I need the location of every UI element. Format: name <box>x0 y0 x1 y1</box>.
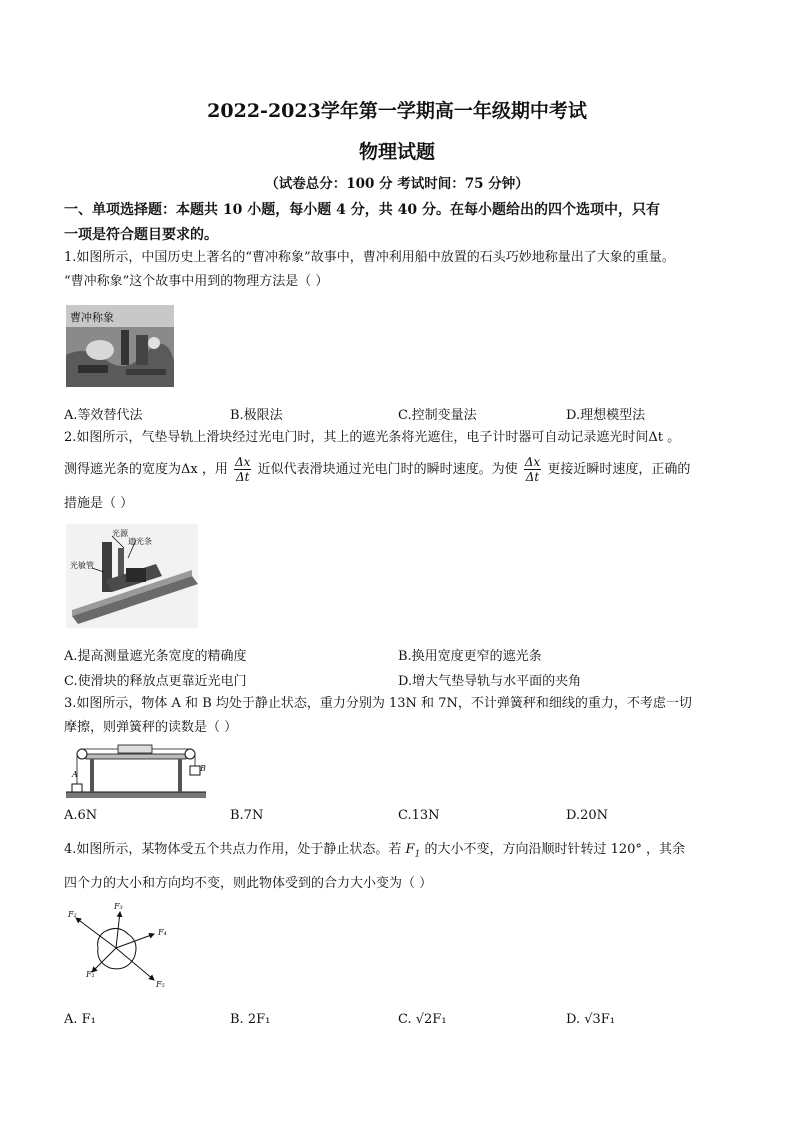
subject-title: 物理试题 <box>358 141 435 163</box>
q3-illustration <box>66 742 206 800</box>
q3-option-c[interactable]: C.13N <box>398 808 440 823</box>
q2-option-d[interactable]: D.增大气垫导轨与水平面的夹角 <box>398 674 582 689</box>
q2-option-b[interactable]: B.换用宽度更窄的遮光条 <box>398 649 542 664</box>
q4-force-symbol <box>405 842 421 860</box>
q4-option-b[interactable]: B. 2F₁ <box>230 1012 271 1027</box>
q1-option-a[interactable]: A.等效替代法 <box>64 408 143 423</box>
exam-title: 2022-2023学年第一学期高一年级期中考试 <box>207 100 587 122</box>
q2-stem-line3: 措施是（ ） <box>64 496 134 511</box>
fraction-denominator: Δt <box>235 470 250 484</box>
q2-illustration <box>66 524 198 628</box>
q2-fraction-2 <box>524 455 541 484</box>
q3-label-b: B <box>200 764 206 773</box>
q3-label-a: A <box>72 770 78 779</box>
q1-option-c[interactable]: C.控制变量法 <box>398 408 477 423</box>
exam-info: （试卷总分：100 分 考试时间：75 分钟） <box>265 176 529 192</box>
q1-option-b[interactable]: B.极限法 <box>230 408 283 423</box>
q2-label-photosensor: 光敏管 <box>70 561 94 570</box>
q3-stem-line1: 3.如图所示，物体 A 和 B 均处于静止状态，重力分别为 13N 和 7N，不计弹簧秤和细线的重力，不考虑一切 <box>64 696 692 711</box>
q2-stem-line2-part2: 近似代表滑块通过光电门时的瞬时速度。为使 <box>257 462 518 477</box>
fraction-denominator: Δt <box>525 470 540 484</box>
q2-option-a[interactable]: A.提高测量遮光条宽度的精确度 <box>64 649 247 664</box>
q2-stem-line2-part1: 测得遮光条的宽度为Δx ，用 <box>64 462 228 477</box>
q3-option-d[interactable]: D.20N <box>566 808 609 823</box>
q2-option-c[interactable]: C.使滑块的释放点更靠近光电门 <box>64 674 247 689</box>
q1-stem-line1: 1.如图所示，中国历史上著名的“曹冲称象”故事中，曹冲利用船中放置的石头巧妙地称量出了大象的重量。 <box>64 250 675 265</box>
q4-label-f5: F₅ <box>156 980 165 989</box>
q4-option-a[interactable]: A. F₁ <box>64 1012 96 1027</box>
q1-image-caption: 曹冲称象 <box>70 311 114 324</box>
q4-force-diagram <box>66 902 170 994</box>
section-heading-line2: 一项是符合题目要求的。 <box>64 227 218 243</box>
q4-option-c[interactable]: C. √2F₁ <box>398 1012 447 1027</box>
q1-option-d[interactable]: D.理想模型法 <box>566 408 646 423</box>
q4-stem-line1 <box>64 840 685 865</box>
q4-label-f4: F₄ <box>158 928 167 937</box>
q4-stem-line1-part1: 4.如图所示，某物体受五个共点力作用，处于静止状态。若 <box>64 842 402 857</box>
q2-stem-line2-part3: 更接近瞬时速度，正确的 <box>547 462 691 477</box>
force-subscript: 1 <box>414 849 421 860</box>
section-heading-line1: 一、单项选择题：本题共 10 小题，每小题 4 分，共 40 分。在每小题给出的四个选项中，只有 <box>64 202 660 218</box>
q4-label-f2: F₂ <box>68 910 77 919</box>
q2-stem-line1: 2.如图所示，气垫导轨上滑块经过光电门时，其上的遮光条将光遮住，电子计时器可自动记录遮光时间Δt 。 <box>64 430 681 445</box>
q3-stem-line2: 摩擦，则弹簧秤的读数是（ ） <box>64 720 238 735</box>
q1-stem-line2: “曹冲称象”这个故事中用到的物理方法是（ ） <box>64 274 329 289</box>
q2-label-light-source: 光源 <box>112 529 128 538</box>
q1-illustration <box>66 305 174 387</box>
q4-label-f3: F₃ <box>114 902 123 911</box>
q4-label-f1: F₁ <box>86 970 95 979</box>
q4-option-d[interactable]: D. √3F₁ <box>566 1012 616 1027</box>
q4-stem-line1-part2: 的大小不变，方向沿顺时针转过 120° ，其余 <box>424 842 686 857</box>
q3-option-b[interactable]: B.7N <box>230 808 264 823</box>
q3-option-a[interactable]: A.6N <box>64 808 98 823</box>
fraction-numerator: Δx <box>524 455 541 469</box>
q2-fraction-1 <box>234 455 251 484</box>
q2-label-shutter: 遮光条 <box>128 537 152 546</box>
q4-stem-line2: 四个力的大小和方向均不变，则此物体受到的合力大小变为（ ） <box>64 876 433 891</box>
fraction-numerator: Δx <box>235 455 251 469</box>
force-letter: F <box>405 842 415 857</box>
q2-stem-line2 <box>64 455 690 485</box>
